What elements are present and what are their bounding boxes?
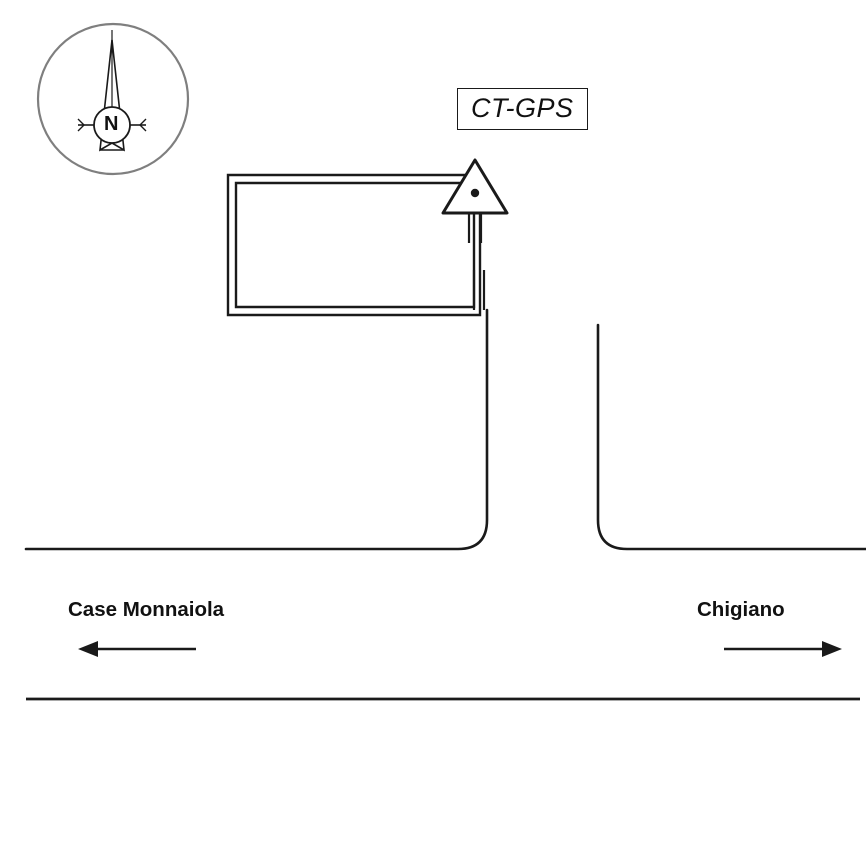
building-outline [228,175,484,315]
compass-north-label: N [104,113,119,135]
compass-rose [38,24,188,174]
road-network [26,310,866,699]
building-inner-path [236,183,474,307]
arrow-right-head [822,641,842,657]
road-left-branch [26,310,487,549]
ct-gps-label[interactable]: CT-GPS [457,88,588,130]
road-label-case-monnaiola: Case Monnaiola [68,598,225,621]
marker-triangle [443,160,507,213]
road-right-branch [598,325,866,549]
marker-center-dot [471,189,479,197]
arrow-left-head [78,641,98,657]
direction-arrow-left [78,641,196,657]
road-label-chigiano: Chigiano [697,598,785,621]
building-outer-path [228,175,480,315]
triangle-gps-marker[interactable] [443,160,507,213]
direction-arrow-right [724,641,842,657]
